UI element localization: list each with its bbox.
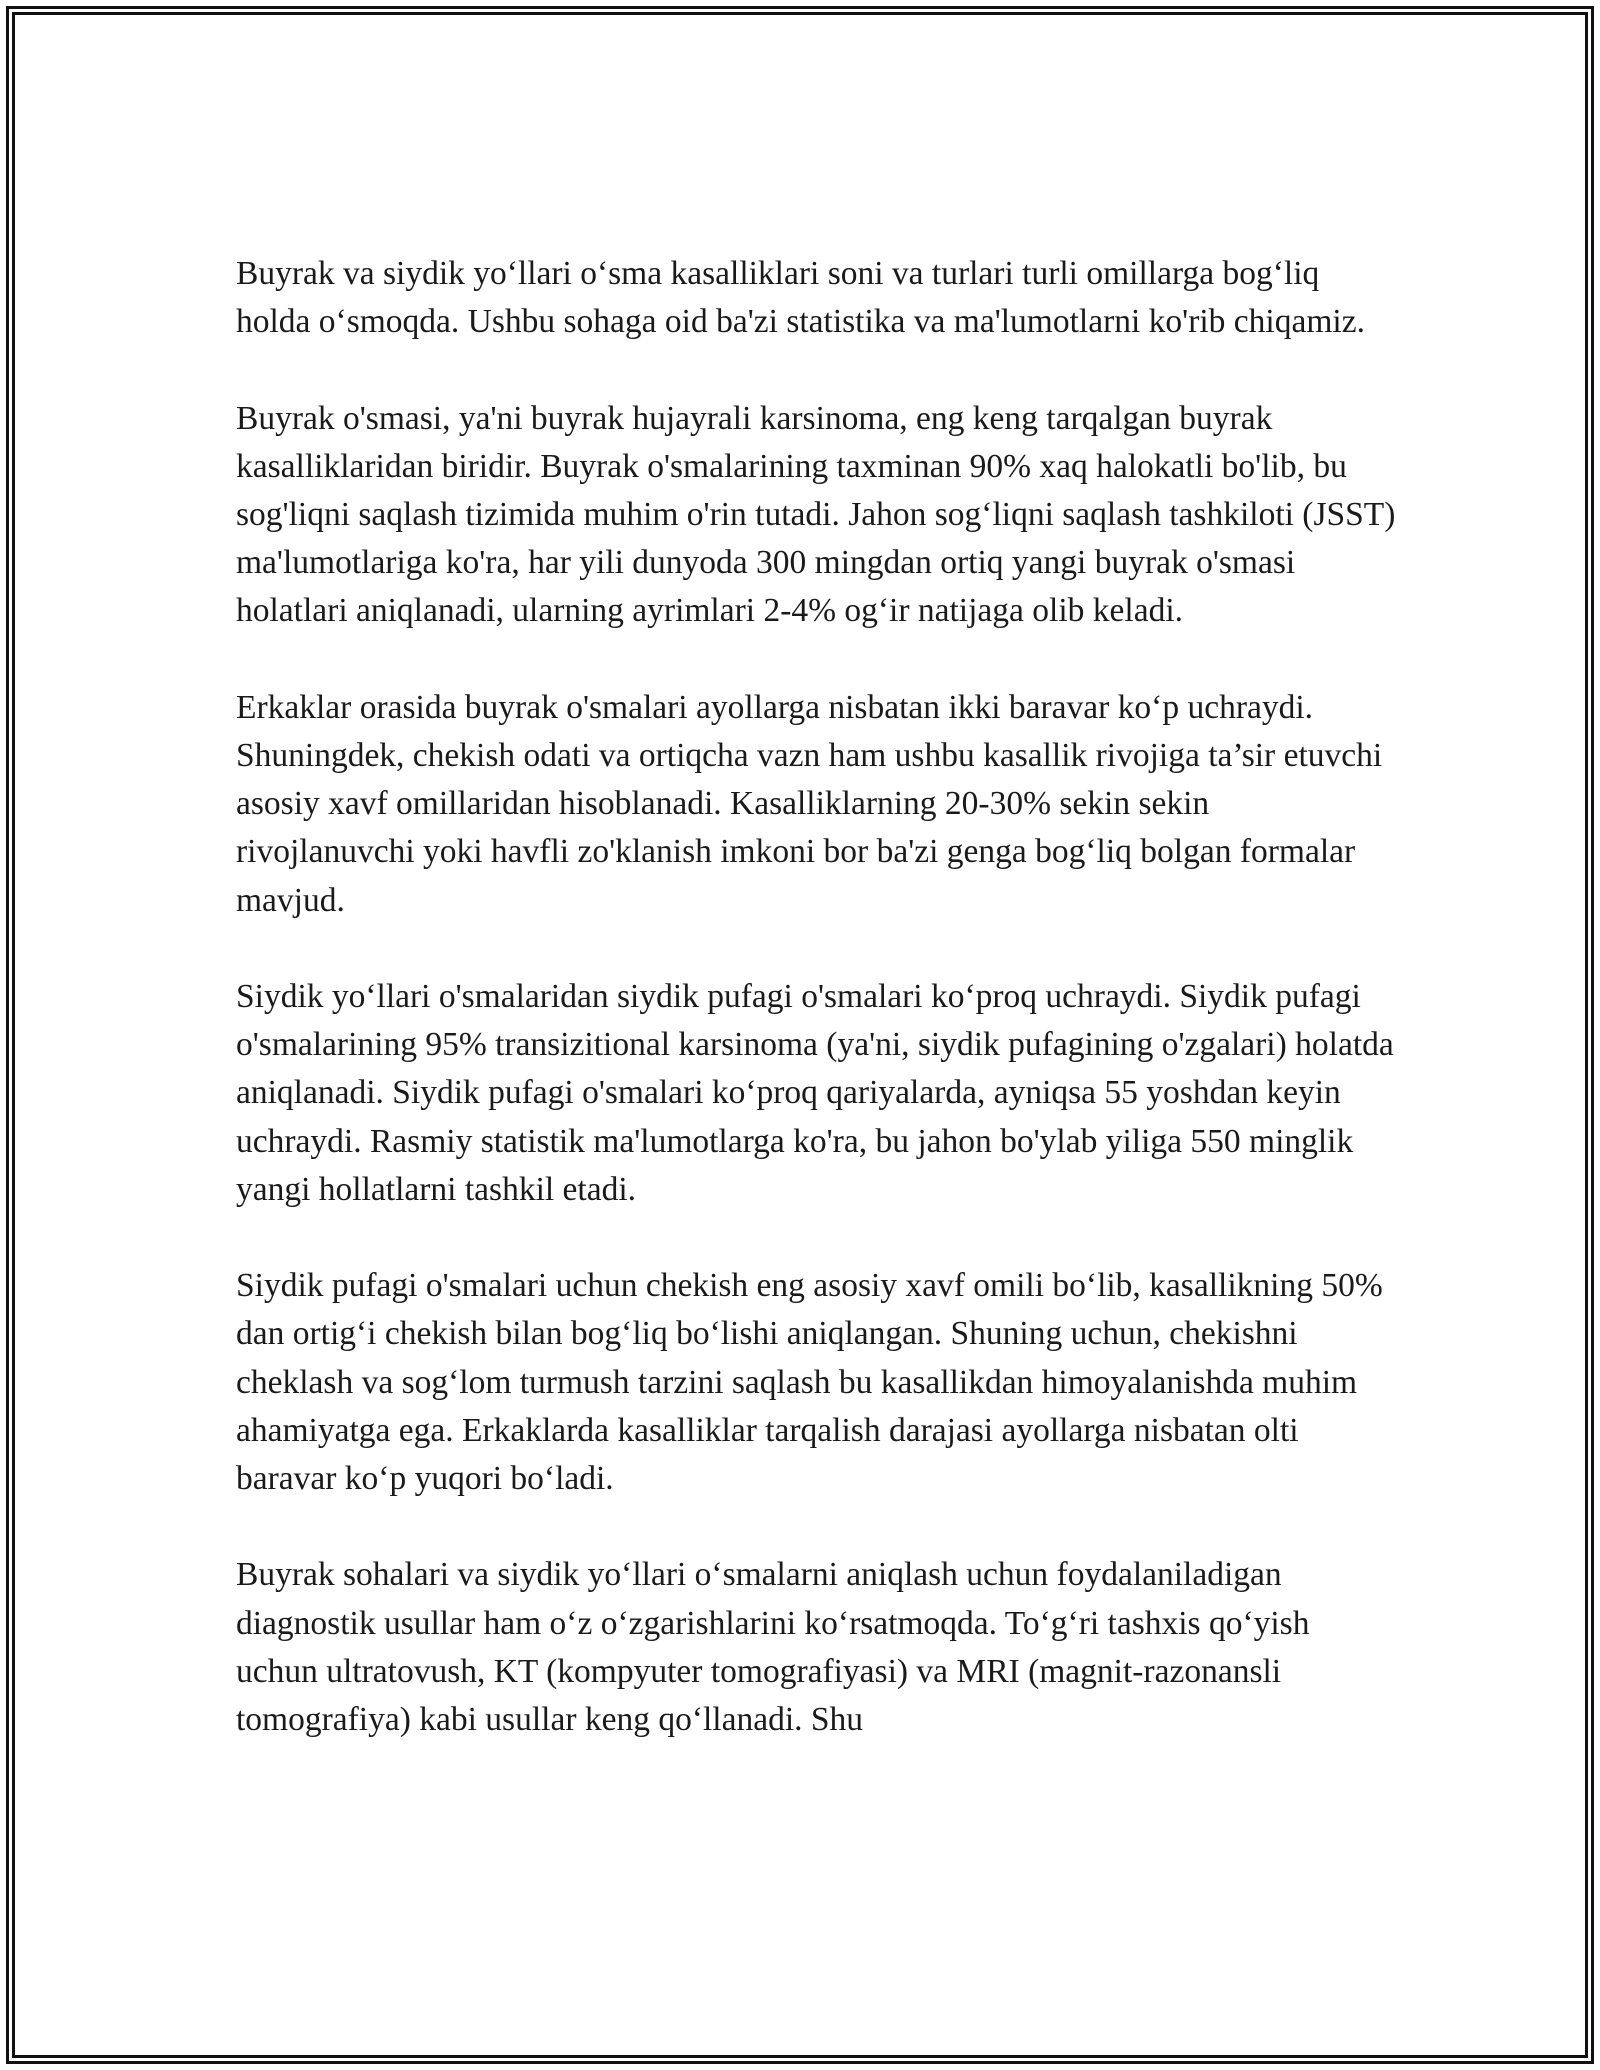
paragraph-4: Siydik yo‘llari o'smalaridan siydik pufagi o'smalari ko‘proq uchraydi. Siydik pufagi o'smalarining 95% transizitional karsinoma (ya'ni, siydik pufagining o'zgalari) holatda aniqlanadi. Siydik pufagi o'smalari ko‘proq qariyalarda, ayniqsa 55 yoshdan keyin uchraydi. Rasmiy statistik ma'lumotlarga ko'ra, bu jahon bo'ylab yiliga 550 minglik yangi hollatlarni tashkil etadi. xyxy=(236,978,1394,1208)
paragraph-6: Buyrak sohalari va siydik yo‘llari o‘smalarni aniqlash uchun foydalaniladigan diagnostik usullar ham o‘z o‘zgarishlarini ko‘rsatmoqda. To‘g‘ri tashxis qo‘yish uchun ultratovush, KT (kompyuter tomografiyasi) va MRI (magnit-razonansli tomografiya) kabi usullar keng qo‘llanadi. Shu xyxy=(236,1556,1310,1739)
document-body xyxy=(236,250,1396,1744)
paragraph-1: Buyrak va siydik yo‘llari o‘sma kasalliklari soni va turlari turli omillarga bog‘liq holda o‘smoqda. Ushbu sohaga oid ba'zi statistika va ma'lumotlarni ko'rib chiqamiz. xyxy=(236,255,1365,341)
paragraph-2: Buyrak o'smasi, ya'ni buyrak hujayrali karsinoma, eng keng tarqalgan buyrak kasalliklaridan biridir. Buyrak o'smalarining taxminan 90% xaq halokatli bo'lib, bu sog'liqni saqlash tizimida muhim o'rin tutadi. Jahon sog‘liqni saqlash tashkiloti (JSST) ma'lumotlariga ko'ra, har yili dunyoda 300 mingdan ortiq yangi buyrak o'smasi holatlari aniqlanadi, ularning ayrimlari 2-4% og‘ir natijaga olib keladi. xyxy=(236,399,1396,630)
paragraph-5: Siydik pufagi o'smalari uchun chekish eng asosiy xavf omili bo‘lib, kasallikning 50% dan ortig‘i chekish bilan bog‘liq bo‘lishi aniqlangan. Shuning uchun, chekishni cheklash va sog‘lom turmush tarzini saqlash bu kasallikdan himoyalanishda muhim ahamiyatga ega. Erkaklarda kasalliklar tarqalish darajasi ayollarga nisbatan olti baravar ko‘p yuqori bo‘ladi. xyxy=(236,1267,1383,1498)
paragraph-3: Erkaklar orasida buyrak o'smalari ayollarga nisbatan ikki baravar ko‘p uchraydi. Shuningdek, chekish odati va ortiqcha vazn ham ushbu kasallik rivojiga ta’sir etuvchi asosiy xavf omillaridan hisoblanadi. Kasalliklarning 20-30% sekin sekin rivojlanuvchi yoki havfli zo'klanish imkoni bor ba'zi genga bog‘liq bolgan formalar mavjud. xyxy=(236,688,1383,919)
